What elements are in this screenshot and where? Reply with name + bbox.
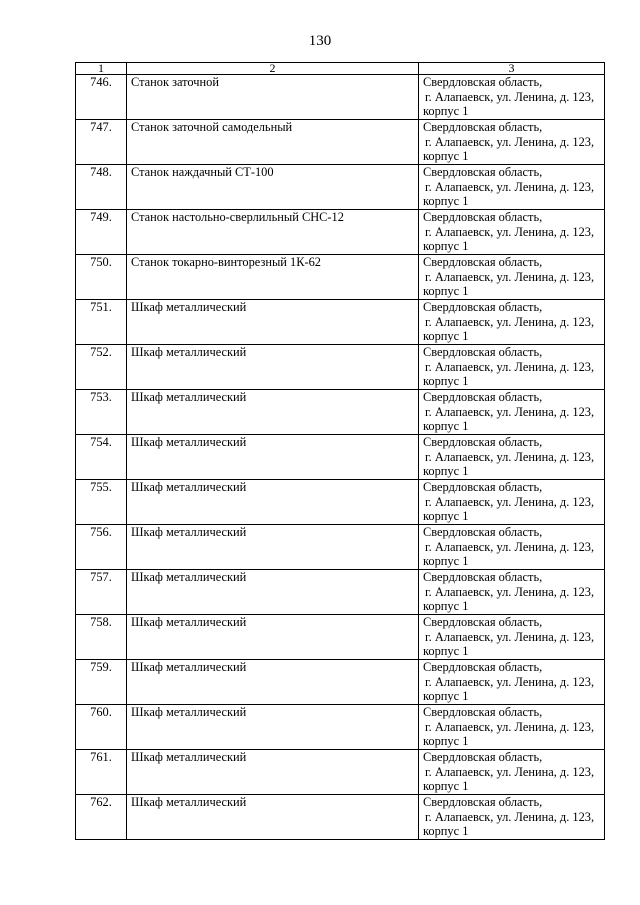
column-header-number: 1 <box>76 63 127 75</box>
address-line: г. Алапаевск, ул. Ленина, д. 123, <box>425 584 595 599</box>
table-row <box>76 750 605 795</box>
item-name: Шкаф металлический <box>127 660 419 705</box>
address-line: корпус 1 <box>423 554 469 569</box>
item-address <box>419 705 605 750</box>
address-line: г. Алапаевск, ул. Ленина, д. 123, <box>425 269 595 284</box>
row-number: 757. <box>76 570 127 615</box>
item-address <box>419 255 605 300</box>
item-address <box>419 390 605 435</box>
table-header-row <box>76 63 605 75</box>
address-line: Свердловская область, <box>423 705 543 719</box>
address-line: корпус 1 <box>423 329 469 344</box>
address-line: корпус 1 <box>423 239 469 254</box>
table-row <box>76 390 605 435</box>
item-name: Станок заточной <box>127 75 419 120</box>
address-line: г. Алапаевск, ул. Ленина, д. 123, <box>425 674 595 689</box>
table-row <box>76 165 605 210</box>
address-line: г. Алапаевск, ул. Ленина, д. 123, <box>425 89 595 104</box>
address-line: корпус 1 <box>423 599 469 614</box>
table-row <box>76 75 605 120</box>
address-line: корпус 1 <box>423 419 469 434</box>
table-row <box>76 705 605 750</box>
address-line: г. Алапаевск, ул. Ленина, д. 123, <box>425 179 595 194</box>
row-number: 756. <box>76 525 127 570</box>
item-name: Шкаф металлический <box>127 390 419 435</box>
property-table <box>75 62 605 840</box>
item-address <box>419 435 605 480</box>
item-address <box>419 480 605 525</box>
row-number: 750. <box>76 255 127 300</box>
item-name: Станок настольно-сверлильный СНС-12 <box>127 210 419 255</box>
item-name: Шкаф металлический <box>127 705 419 750</box>
item-name: Шкаф металлический <box>127 435 419 480</box>
item-address <box>419 210 605 255</box>
item-name: Станок наждачный СТ-100 <box>127 165 419 210</box>
item-address <box>419 660 605 705</box>
table-row <box>76 570 605 615</box>
table-row <box>76 795 605 840</box>
address-line: г. Алапаевск, ул. Ленина, д. 123, <box>425 539 595 554</box>
item-address <box>419 570 605 615</box>
row-number: 752. <box>76 345 127 390</box>
address-line: корпус 1 <box>423 509 469 524</box>
table-body <box>76 75 605 840</box>
table-row <box>76 435 605 480</box>
item-name: Шкаф металлический <box>127 795 419 840</box>
address-line: корпус 1 <box>423 779 469 794</box>
address-line: г. Алапаевск, ул. Ленина, д. 123, <box>425 809 595 824</box>
address-line: г. Алапаевск, ул. Ленина, д. 123, <box>425 404 595 419</box>
address-line: г. Алапаевск, ул. Ленина, д. 123, <box>425 449 595 464</box>
address-line: Свердловская область, <box>423 615 543 629</box>
address-line: Свердловская область, <box>423 480 543 494</box>
item-name: Станок заточной самодельный <box>127 120 419 165</box>
row-number: 758. <box>76 615 127 660</box>
address-line: Свердловская область, <box>423 435 543 449</box>
item-name: Шкаф металлический <box>127 570 419 615</box>
item-address <box>419 750 605 795</box>
table-row <box>76 300 605 345</box>
row-number: 746. <box>76 75 127 120</box>
row-number: 755. <box>76 480 127 525</box>
item-address <box>419 615 605 660</box>
address-line: корпус 1 <box>423 464 469 479</box>
address-line: корпус 1 <box>423 644 469 659</box>
address-line: Свердловская область, <box>423 210 543 224</box>
address-line: корпус 1 <box>423 284 469 299</box>
item-address <box>419 795 605 840</box>
address-line: г. Алапаевск, ул. Ленина, д. 123, <box>425 359 595 374</box>
page-number: 130 <box>308 33 332 49</box>
address-line: Свердловская область, <box>423 390 543 404</box>
address-line: корпус 1 <box>423 824 469 839</box>
row-number: 759. <box>76 660 127 705</box>
row-number: 760. <box>76 705 127 750</box>
address-line: г. Алапаевск, ул. Ленина, д. 123, <box>425 764 595 779</box>
item-address <box>419 75 605 120</box>
item-address <box>419 165 605 210</box>
address-line: корпус 1 <box>423 689 469 704</box>
address-line: корпус 1 <box>423 194 469 209</box>
item-name: Шкаф металлический <box>127 750 419 795</box>
address-line: Свердловская область, <box>423 660 543 674</box>
address-line: корпус 1 <box>423 104 469 119</box>
address-line: Свердловская область, <box>423 120 543 134</box>
address-line: корпус 1 <box>423 734 469 749</box>
address-line: корпус 1 <box>423 374 469 389</box>
row-number: 749. <box>76 210 127 255</box>
address-line: Свердловская область, <box>423 750 543 764</box>
item-address <box>419 345 605 390</box>
row-number: 748. <box>76 165 127 210</box>
item-name: Шкаф металлический <box>127 300 419 345</box>
item-name: Шкаф металлический <box>127 480 419 525</box>
address-line: корпус 1 <box>423 149 469 164</box>
item-name: Шкаф металлический <box>127 345 419 390</box>
item-address <box>419 525 605 570</box>
address-line: Свердловская область, <box>423 165 543 179</box>
row-number: 751. <box>76 300 127 345</box>
item-address <box>419 120 605 165</box>
address-line: г. Алапаевск, ул. Ленина, д. 123, <box>425 494 595 509</box>
address-line: Свердловская область, <box>423 345 543 359</box>
row-number: 761. <box>76 750 127 795</box>
address-line: Свердловская область, <box>423 570 543 584</box>
item-name: Шкаф металлический <box>127 615 419 660</box>
item-name: Шкаф металлический <box>127 525 419 570</box>
table-row <box>76 660 605 705</box>
row-number: 754. <box>76 435 127 480</box>
address-line: г. Алапаевск, ул. Ленина, д. 123, <box>425 224 595 239</box>
address-line: Свердловская область, <box>423 75 543 89</box>
address-line: г. Алапаевск, ул. Ленина, д. 123, <box>425 314 595 329</box>
item-address <box>419 300 605 345</box>
address-line: г. Алапаевск, ул. Ленина, д. 123, <box>425 719 595 734</box>
column-header-address: 3 <box>419 63 605 75</box>
address-line: Свердловская область, <box>423 795 543 809</box>
address-line: Свердловская область, <box>423 525 543 539</box>
table-row <box>76 525 605 570</box>
address-line: г. Алапаевск, ул. Ленина, д. 123, <box>425 629 595 644</box>
table-row <box>76 345 605 390</box>
row-number: 762. <box>76 795 127 840</box>
table-row <box>76 480 605 525</box>
address-line: г. Алапаевск, ул. Ленина, д. 123, <box>425 134 595 149</box>
table-row <box>76 120 605 165</box>
column-header-name: 2 <box>127 63 419 75</box>
table-row <box>76 255 605 300</box>
table-row <box>76 210 605 255</box>
item-name: Станок токарно-винторезный 1К-62 <box>127 255 419 300</box>
row-number: 747. <box>76 120 127 165</box>
address-line: Свердловская область, <box>423 255 543 269</box>
address-line: Свердловская область, <box>423 300 543 314</box>
row-number: 753. <box>76 390 127 435</box>
table-row <box>76 615 605 660</box>
